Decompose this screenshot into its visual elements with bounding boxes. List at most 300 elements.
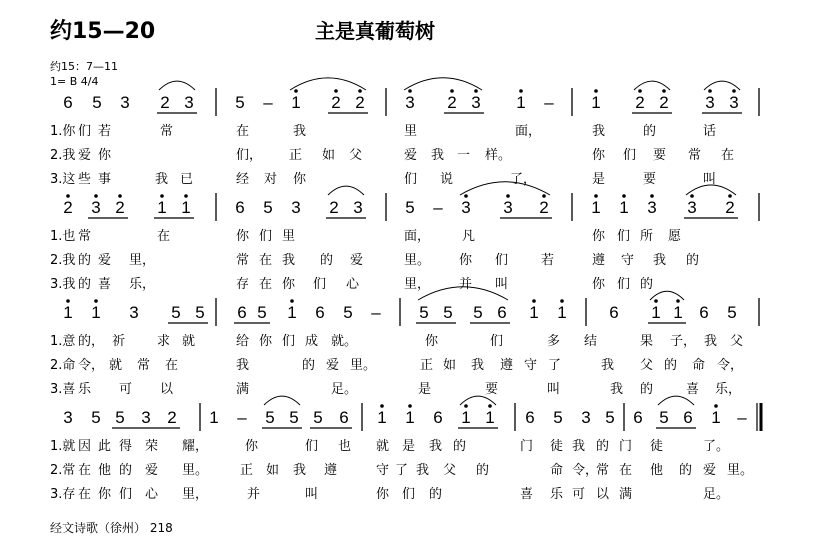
lyric-verse-1: 的 — [596, 439, 610, 454]
octave-dot — [519, 89, 523, 93]
note: 1 — [63, 303, 73, 322]
lyric-verse-2: 令， — [572, 463, 599, 478]
note: – — [237, 408, 247, 427]
note: – — [371, 303, 381, 322]
note: – — [433, 198, 443, 217]
octave-dot — [380, 404, 384, 408]
lyric-verse-3: 满 — [236, 382, 250, 397]
lyric-verse-2: 在 — [165, 358, 179, 373]
octave-dot — [650, 194, 654, 198]
lyric-verse-2: 我 — [601, 358, 615, 373]
octave-dot — [464, 194, 468, 198]
octave-dot — [464, 404, 468, 408]
note: 5 — [313, 408, 323, 427]
lyric-verse-3: 叫 — [495, 277, 509, 292]
octave-dot — [66, 299, 70, 303]
lyric-verse-3: 的 — [429, 487, 443, 502]
lyric-verse-2: 正 — [420, 358, 434, 373]
lyric-verse-3: 并 — [459, 277, 473, 292]
lyric-verse-3: 叫 — [703, 172, 717, 187]
lyric-verse-3: 3.这 — [50, 172, 76, 187]
lyric-verse-3: 满 — [619, 487, 633, 502]
lyric-verse-2: 你 — [98, 148, 112, 163]
note: 1 — [651, 303, 661, 322]
footer-source: 经文诗歌（徐州） 218 — [50, 521, 173, 535]
lyric-verse-2: 命 — [550, 463, 564, 478]
lyric-verse-3: 对 — [264, 172, 278, 187]
lyric-verse-3: 们 — [617, 277, 631, 292]
lyric-verse-1: 的， — [78, 334, 105, 349]
note: 6 — [683, 408, 693, 427]
note: 3 — [503, 198, 513, 217]
lyric-verse-1: 面， — [515, 124, 542, 139]
lyric-verse-3: 以 — [160, 382, 174, 397]
lyric-verse-2: 若 — [541, 253, 555, 268]
octave-dot — [662, 89, 666, 93]
lyric-verse-3: 可 — [119, 382, 133, 397]
lyric-verse-3: 足。 — [703, 487, 730, 502]
note: 5 — [195, 303, 205, 322]
octave-dot — [184, 194, 188, 198]
lyric-verse-2: 的 — [302, 358, 316, 373]
lyric-verse-1: 1.你 — [50, 124, 76, 139]
lyric-verse-1: 果 — [640, 334, 654, 349]
lyric-verse-3: 里， — [182, 487, 209, 502]
lyric-verse-3: 乐 — [78, 382, 92, 397]
lyric-verse-2: 我 — [282, 253, 296, 268]
lyric-verse-1: 常 — [78, 229, 92, 244]
lyric-verse-3: 些 — [78, 172, 92, 187]
lyric-verse-2: 他 — [98, 463, 112, 478]
lyric-verse-3: 足。 — [331, 382, 358, 397]
note: 6 — [339, 408, 349, 427]
lyric-verse-3: 事 — [98, 172, 112, 187]
note: 3 — [291, 198, 301, 217]
octave-dot — [294, 89, 298, 93]
slur — [159, 81, 195, 90]
octave-dot — [622, 194, 626, 198]
lyric-verse-2: 爱 — [350, 253, 364, 268]
note: 3 — [647, 198, 657, 217]
lyric-verse-1: 凡 — [462, 229, 476, 244]
lyric-verse-1: 得 — [119, 439, 133, 454]
lyric-verse-1: 1.意 — [50, 334, 76, 349]
note: 1 — [157, 198, 167, 217]
lyric-verse-1: 求 — [157, 334, 171, 349]
note: 6 — [433, 408, 443, 427]
lyric-verse-2: 爱 — [404, 148, 418, 163]
note: 2 — [167, 408, 177, 427]
lyric-verse-2: 遵 — [324, 463, 338, 478]
note: 5 — [92, 93, 102, 112]
octave-dot — [594, 194, 598, 198]
lyric-verse-2: 正 — [240, 463, 254, 478]
lyric-verse-1: 你 — [592, 229, 606, 244]
lyric-verse-1: 徒 — [650, 439, 664, 454]
lyric-verse-3: 们 — [119, 487, 133, 502]
lyric-verse-3: 你 — [293, 172, 307, 187]
lyric-verse-1: 就。 — [331, 334, 358, 349]
note: 5 — [235, 93, 245, 112]
lyric-verse-2: 父 — [443, 463, 457, 478]
lyric-verse-2: 令， — [717, 358, 744, 373]
lyric-verse-2: 里。 — [727, 463, 754, 478]
lyric-verse-3: 要 — [643, 172, 657, 187]
lyric-verse-3: 以 — [596, 487, 610, 502]
octave-dot — [334, 89, 338, 93]
lyric-verse-1: 就 — [376, 439, 390, 454]
note: 1 — [287, 303, 297, 322]
note: – — [544, 93, 554, 112]
note: 3 — [729, 93, 739, 112]
octave-dot — [290, 299, 294, 303]
lyric-verse-1: 成 — [305, 334, 319, 349]
lyric-verse-3: 在 — [259, 277, 273, 292]
lyric-verse-2: 们 — [623, 148, 637, 163]
lyric-verse-2: 爱 — [145, 463, 159, 478]
lyric-verse-1: 们 — [282, 334, 296, 349]
lyric-verse-2: 的 — [320, 253, 334, 268]
lyric-verse-2: 爱 — [98, 253, 112, 268]
note: – — [263, 93, 273, 112]
lyric-verse-3: 3.存 — [50, 487, 76, 502]
lyric-verse-1: 的 — [643, 124, 657, 139]
lyric-verse-3: 们 — [313, 277, 327, 292]
lyric-verse-2: 在 — [78, 463, 92, 478]
lyric-verse-1: 你 — [236, 229, 250, 244]
lyric-verse-1: 荣 — [145, 439, 159, 454]
slur — [290, 78, 366, 90]
note: 1 — [619, 198, 629, 217]
lyric-verse-1: 就 — [182, 334, 196, 349]
slur — [404, 78, 482, 90]
slur — [658, 396, 694, 405]
lyric-verse-1: 你 — [245, 439, 259, 454]
lyric-verse-1: 是 — [402, 439, 416, 454]
lyric-verse-1: 们 — [259, 229, 273, 244]
octave-dot — [708, 89, 712, 93]
lyric-verse-3: 存 — [236, 277, 250, 292]
lyric-verse-2: 里， — [129, 253, 156, 268]
lyric-verse-2: 我 — [431, 148, 445, 163]
lyric-verse-2: 一 — [457, 148, 471, 163]
note: 5 — [659, 408, 669, 427]
lyric-verse-1: 若 — [98, 124, 112, 139]
lyric-verse-1: 1.就 — [50, 439, 76, 454]
lyric-verse-3: 我 — [155, 172, 169, 187]
octave-dot — [654, 299, 658, 303]
lyric-verse-2: 常 — [236, 253, 250, 268]
lyric-verse-1: 了。 — [703, 439, 730, 454]
slur — [264, 396, 300, 405]
note: 2 — [659, 93, 669, 112]
lyric-verse-2: 父 — [640, 358, 654, 373]
note: 2 — [355, 93, 365, 112]
lyric-verse-1: 也 — [338, 439, 352, 454]
lyric-verse-2: 常 — [596, 463, 610, 478]
lyric-verse-1: 1.也 — [50, 229, 76, 244]
note: 3 — [91, 198, 101, 217]
lyric-verse-3: 喜 — [98, 277, 112, 292]
lyric-verse-1: 我 — [572, 439, 586, 454]
lyric-verse-2: 正 — [289, 148, 303, 163]
note: 5 — [553, 408, 563, 427]
octave-dot — [450, 89, 454, 93]
octave-dot — [94, 299, 98, 303]
lyric-verse-2: 你 — [459, 253, 473, 268]
lyric-verse-1: 此 — [98, 439, 112, 454]
octave-dot — [728, 194, 732, 198]
note: 6 — [315, 303, 325, 322]
note: 6 — [633, 408, 643, 427]
note: 3 — [687, 198, 697, 217]
lyric-verse-3: 的 — [640, 382, 654, 397]
lyric-verse-3: 了， — [510, 172, 537, 187]
lyric-verse-2: 的 — [476, 463, 490, 478]
lyric-verse-3: 你 — [376, 487, 390, 502]
note: 1 — [529, 303, 539, 322]
lyric-verse-1: 我 — [293, 124, 307, 139]
lyric-verse-3: 是 — [592, 172, 606, 187]
lyric-verse-2: 遵 — [592, 253, 606, 268]
lyric-verse-1: 们 — [78, 124, 92, 139]
note: 2 — [539, 198, 549, 217]
note: 5 — [405, 198, 415, 217]
slur — [634, 81, 670, 90]
lyric-verse-1: 徒 — [550, 439, 564, 454]
lyric-verse-3: 喜 — [520, 487, 534, 502]
octave-dot — [488, 404, 492, 408]
lyric-verse-3: 喜 — [686, 382, 700, 397]
lyric-verse-2: 爱 — [703, 463, 717, 478]
lyric-verse-1: 门 — [520, 439, 534, 454]
note: 2 — [160, 93, 170, 112]
lyric-verse-2: 他 — [650, 463, 664, 478]
note: 1 — [557, 303, 567, 322]
lyric-verse-1: 门 — [619, 439, 633, 454]
lyric-verse-3: 在 — [78, 487, 92, 502]
note: 1 — [405, 408, 415, 427]
lyric-verse-2: 父 — [349, 148, 363, 163]
note: 2 — [115, 198, 125, 217]
note: 5 — [605, 408, 615, 427]
octave-dot — [358, 89, 362, 93]
slur — [704, 81, 740, 90]
lyric-verse-2: 我 — [653, 253, 667, 268]
lyric-verse-1: 结 — [584, 334, 598, 349]
lyric-verse-1: 你 — [259, 334, 273, 349]
song-title: 主是真葡萄树 — [315, 19, 435, 43]
note: 6 — [497, 303, 507, 322]
lyric-verse-1: 因 — [78, 439, 92, 454]
note: 3 — [184, 93, 194, 112]
lyric-verse-2: 就 — [109, 358, 123, 373]
lyric-verse-2: 你 — [592, 148, 606, 163]
lyric-verse-2: 要 — [653, 148, 667, 163]
lyric-verse-3: 叫 — [547, 382, 561, 397]
note: 2 — [447, 93, 457, 112]
note: 1 — [516, 93, 526, 112]
lyric-verse-2: 我 — [416, 463, 430, 478]
lyric-verse-2: 如 — [266, 463, 280, 478]
lyric-verse-2: 里。 — [404, 253, 431, 268]
lyric-verse-2: 2.我 — [50, 148, 76, 163]
lyric-verse-3: 乐， — [715, 382, 742, 397]
lyric-verse-2: 样。 — [485, 148, 512, 163]
lyric-verse-3: 你 — [592, 277, 606, 292]
lyric-verse-1: 祈 — [112, 334, 126, 349]
scripture-reference: 约15：7—11 — [50, 60, 118, 73]
note: 5 — [171, 303, 181, 322]
note: 3 — [63, 408, 73, 427]
lyric-verse-2: 们， — [236, 148, 263, 163]
lyric-verse-1: 们 — [305, 439, 319, 454]
octave-dot — [560, 299, 564, 303]
lyric-verse-2: 常 — [688, 148, 702, 163]
note: 6 — [525, 408, 535, 427]
song-number: 约15—20 — [50, 19, 156, 44]
lyric-verse-2: 了 — [395, 463, 409, 478]
lyric-verse-2: 2.常 — [50, 463, 76, 478]
octave-dot — [160, 194, 164, 198]
lyric-verse-2: 的 — [679, 463, 693, 478]
note: 3 — [581, 408, 591, 427]
note: 6 — [237, 303, 247, 322]
lyric-verse-3: 们 — [404, 172, 418, 187]
note: 2 — [331, 93, 341, 112]
note: 6 — [235, 198, 245, 217]
lyric-verse-2: 我 — [293, 463, 307, 478]
lyric-verse-1: 常 — [160, 124, 174, 139]
lyric-verse-2: 2.命 — [50, 358, 76, 373]
note: 5 — [727, 303, 737, 322]
octave-dot — [714, 404, 718, 408]
note: 1 — [209, 408, 219, 427]
note: 1 — [591, 93, 601, 112]
lyric-verse-3: 已 — [180, 172, 194, 187]
lyric-verse-1: 里 — [282, 229, 296, 244]
octave-dot — [690, 194, 694, 198]
lyric-verse-1: 子， — [670, 334, 697, 349]
lyric-verse-3: 3.我 — [50, 277, 76, 292]
octave-dot — [94, 194, 98, 198]
lyric-verse-2: 里。 — [350, 358, 377, 373]
note: 5 — [343, 303, 353, 322]
octave-dot — [474, 89, 478, 93]
note: 5 — [265, 408, 275, 427]
lyric-verse-1: 我 — [592, 124, 606, 139]
lyric-verse-2: 我 — [236, 358, 250, 373]
lyric-verse-2: 们 — [495, 253, 509, 268]
lyric-verse-2: 的 — [119, 463, 133, 478]
octave-dot — [408, 404, 412, 408]
octave-dot — [408, 89, 412, 93]
note: 5 — [91, 408, 101, 427]
lyric-verse-3: 要 — [485, 382, 499, 397]
lyric-verse-1: 在 — [157, 229, 171, 244]
lyric-verse-2: 如 — [322, 148, 336, 163]
note: 3 — [141, 408, 151, 427]
lyric-verse-1: 愿 — [668, 229, 682, 244]
lyric-verse-1: 耀， — [182, 439, 209, 454]
lyric-verse-2: 如 — [443, 358, 457, 373]
lyric-verse-1: 你 — [425, 334, 439, 349]
lyric-verse-1: 们 — [617, 229, 631, 244]
lyric-verse-1: 话 — [703, 124, 717, 139]
slur — [650, 291, 684, 300]
note: 6 — [609, 303, 619, 322]
lyric-verse-2: 守 — [376, 463, 390, 478]
lyric-verse-1: 的 — [453, 439, 467, 454]
slur — [460, 182, 550, 195]
lyric-verse-3: 叫 — [305, 487, 319, 502]
note: 1 — [181, 198, 191, 217]
note: 5 — [263, 198, 273, 217]
note: 6 — [63, 93, 73, 112]
lyric-verse-2: 遵 — [500, 358, 514, 373]
lyric-verse-3: 的 — [78, 277, 92, 292]
note: 1 — [91, 303, 101, 322]
octave-dot — [506, 194, 510, 198]
lyric-verse-2: 令， — [78, 358, 105, 373]
lyric-verse-3: 心 — [346, 277, 360, 292]
lyric-verse-2: 守 — [621, 253, 635, 268]
note: 5 — [115, 408, 125, 427]
lyric-verse-2: 的 — [686, 253, 700, 268]
lyric-verse-2: 的 — [78, 253, 92, 268]
lyric-verse-3: 是 — [418, 382, 432, 397]
lyric-verse-2: 在 — [619, 463, 633, 478]
note: 1 — [291, 93, 301, 112]
slur — [460, 396, 496, 405]
note: 1 — [673, 303, 683, 322]
lyric-verse-3: 我 — [610, 382, 624, 397]
octave-dot — [676, 299, 680, 303]
note: 1 — [591, 198, 601, 217]
note: 3 — [353, 198, 363, 217]
note: 5 — [289, 408, 299, 427]
octave-dot — [732, 89, 736, 93]
lyric-verse-2: 守 — [524, 358, 538, 373]
octave-dot — [542, 194, 546, 198]
lyric-verse-2: 我 — [471, 358, 485, 373]
note: 1 — [377, 408, 387, 427]
lyric-verse-3: 心 — [145, 487, 159, 502]
lyric-verse-2: 里。 — [182, 463, 209, 478]
lyric-verse-1: 们 — [490, 334, 504, 349]
note: 2 — [329, 198, 339, 217]
lyric-verse-1: 我 — [704, 334, 718, 349]
lyric-verse-1: 父 — [730, 334, 744, 349]
lyric-verse-2: 在 — [259, 253, 273, 268]
note: 5 — [419, 303, 429, 322]
note: 2 — [725, 198, 735, 217]
lyric-verse-2: 的 — [664, 358, 678, 373]
note: 3 — [120, 93, 130, 112]
note: 3 — [461, 198, 471, 217]
note: 3 — [405, 93, 415, 112]
key-signature: 1= B 4/4 — [50, 75, 99, 88]
lyric-verse-3: 乐 — [550, 487, 564, 502]
note: 3 — [129, 303, 139, 322]
octave-dot — [638, 89, 642, 93]
note: 1 — [485, 408, 495, 427]
note: 5 — [473, 303, 483, 322]
lyric-verse-1: 我 — [429, 439, 443, 454]
lyric-verse-3: 里， — [404, 277, 431, 292]
octave-dot — [594, 89, 598, 93]
lyric-verse-3: 乐， — [129, 277, 156, 292]
